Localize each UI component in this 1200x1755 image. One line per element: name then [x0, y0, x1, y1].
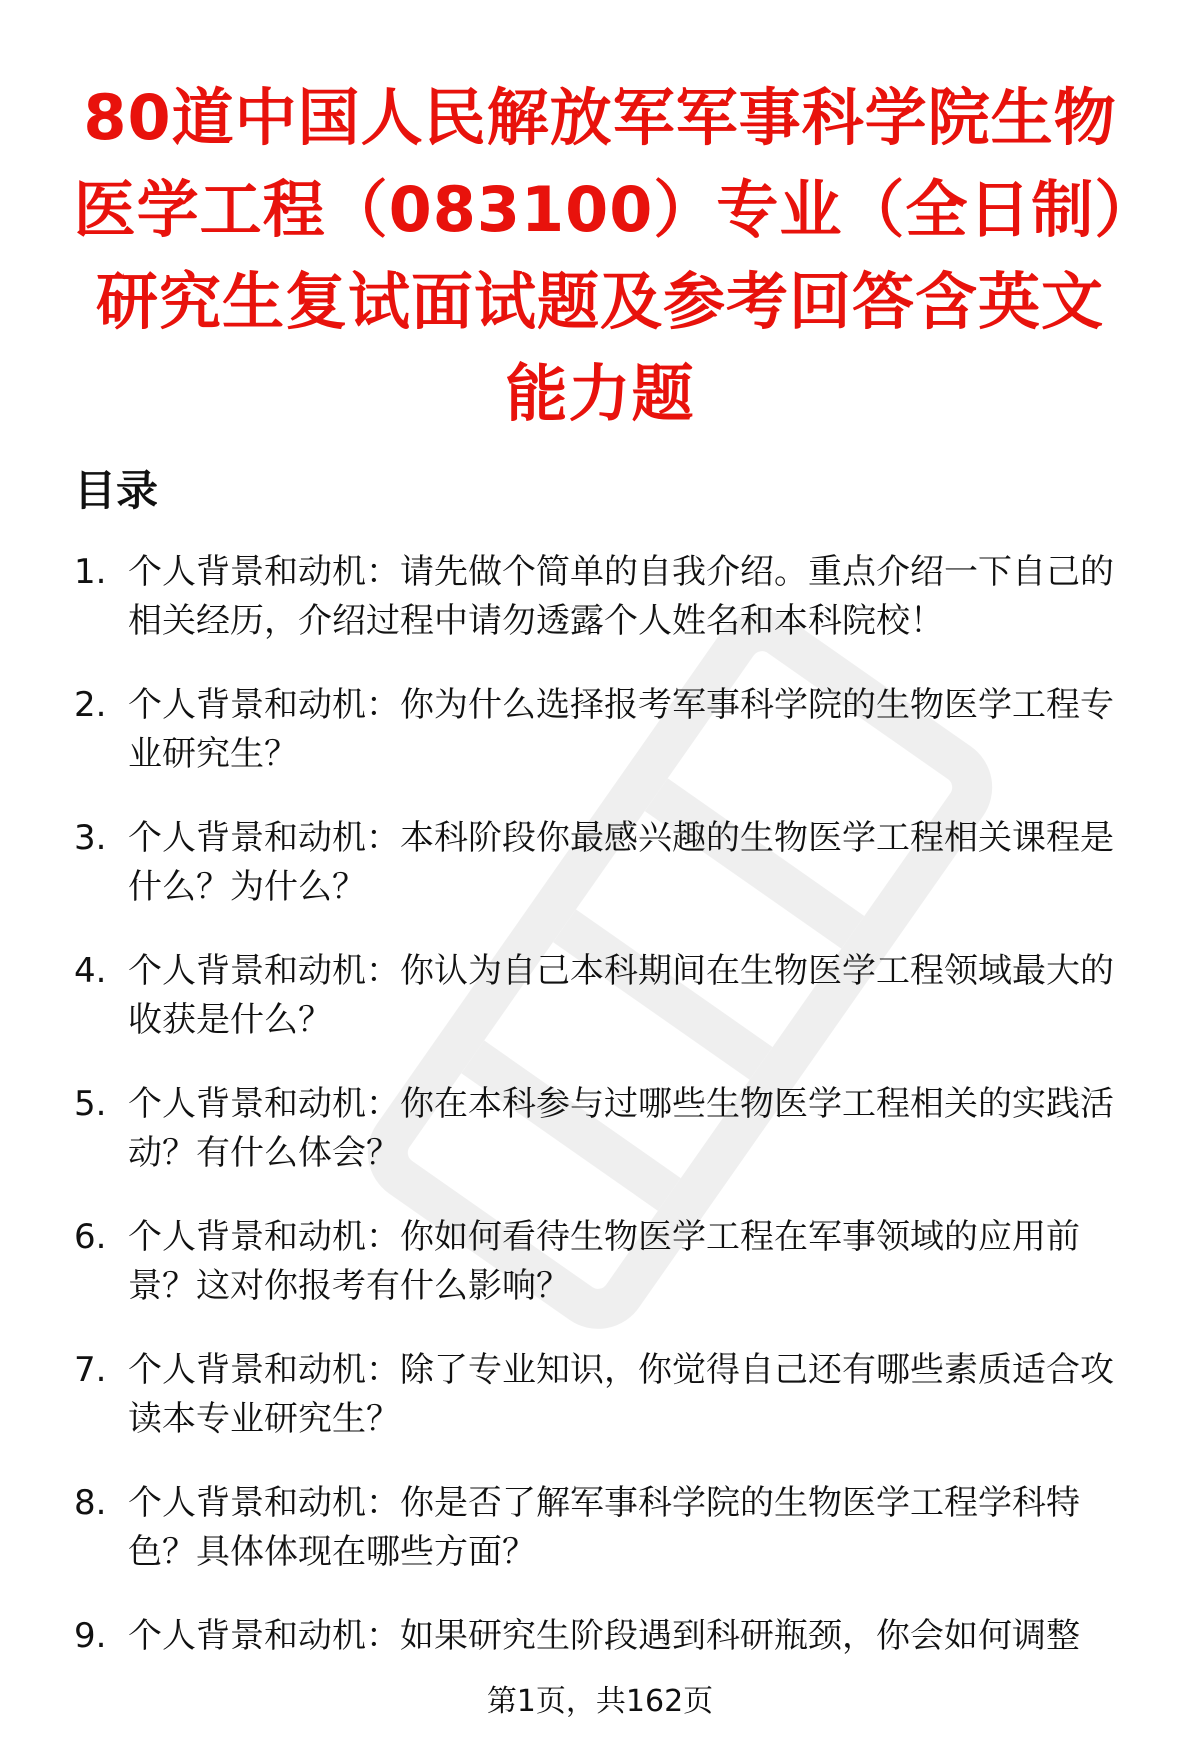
- toc-item[interactable]: [74, 548, 1134, 646]
- toc-item[interactable]: [74, 1612, 1134, 1661]
- toc-item[interactable]: [74, 1479, 1134, 1577]
- toc-item-number: 6.: [74, 1217, 107, 1257]
- toc-heading: 目录: [74, 466, 159, 515]
- toc-item-text: 个人背景和动机：你是否了解军事科学院的生物医学工程学科特色？具体体现在哪些方面？: [128, 1483, 1080, 1572]
- toc-item-text: 个人背景和动机：请先做个简单的自我介绍。重点介绍一下自己的相关经历，介绍过程中请勿透露个人姓名和本科院校！: [128, 552, 1114, 641]
- toc-item-text: 个人背景和动机：你认为自己本科期间在生物医学工程领域最大的收获是什么？: [128, 951, 1114, 1040]
- toc-item-number: 9.: [74, 1616, 107, 1656]
- toc-item[interactable]: [74, 681, 1134, 779]
- toc-item-number: 8.: [74, 1483, 107, 1523]
- toc-item[interactable]: [74, 947, 1134, 1045]
- toc-item-number: 5.: [74, 1084, 107, 1124]
- toc-item[interactable]: [74, 814, 1134, 912]
- toc-item-text: 个人背景和动机：如果研究生阶段遇到科研瓶颈，你会如何调整: [128, 1616, 1080, 1656]
- toc-item[interactable]: [74, 1213, 1134, 1311]
- toc-item-number: 3.: [74, 818, 107, 858]
- toc-item-text: 个人背景和动机：除了专业知识，你觉得自己还有哪些素质适合攻读本专业研究生？: [128, 1350, 1114, 1439]
- toc-list: [74, 548, 1134, 1696]
- toc-item-number: 2.: [74, 685, 107, 725]
- toc-item-number: 1.: [74, 552, 107, 592]
- toc-item-text: 个人背景和动机：本科阶段你最感兴趣的生物医学工程相关课程是什么？为什么？: [128, 818, 1114, 907]
- toc-item-text: 个人背景和动机：你在本科参与过哪些生物医学工程相关的实践活动？有什么体会？: [128, 1084, 1114, 1173]
- toc-item-number: 7.: [74, 1350, 107, 1390]
- page-footer: 第1页，共162页: [486, 1684, 714, 1719]
- toc-item-number: 4.: [74, 951, 107, 991]
- document-title: 80道中国人民解放军军事科学院生物医学工程（083100）专业（全日制）研究生复试面试题及参考回答含英文能力题: [73, 81, 1127, 430]
- toc-item[interactable]: [74, 1080, 1134, 1178]
- toc-item-text: 个人背景和动机：你为什么选择报考军事科学院的生物医学工程专业研究生？: [128, 685, 1114, 774]
- toc-item-text: 个人背景和动机：你如何看待生物医学工程在军事领域的应用前景？这对你报考有什么影响？: [128, 1217, 1080, 1306]
- toc-item[interactable]: [74, 1346, 1134, 1444]
